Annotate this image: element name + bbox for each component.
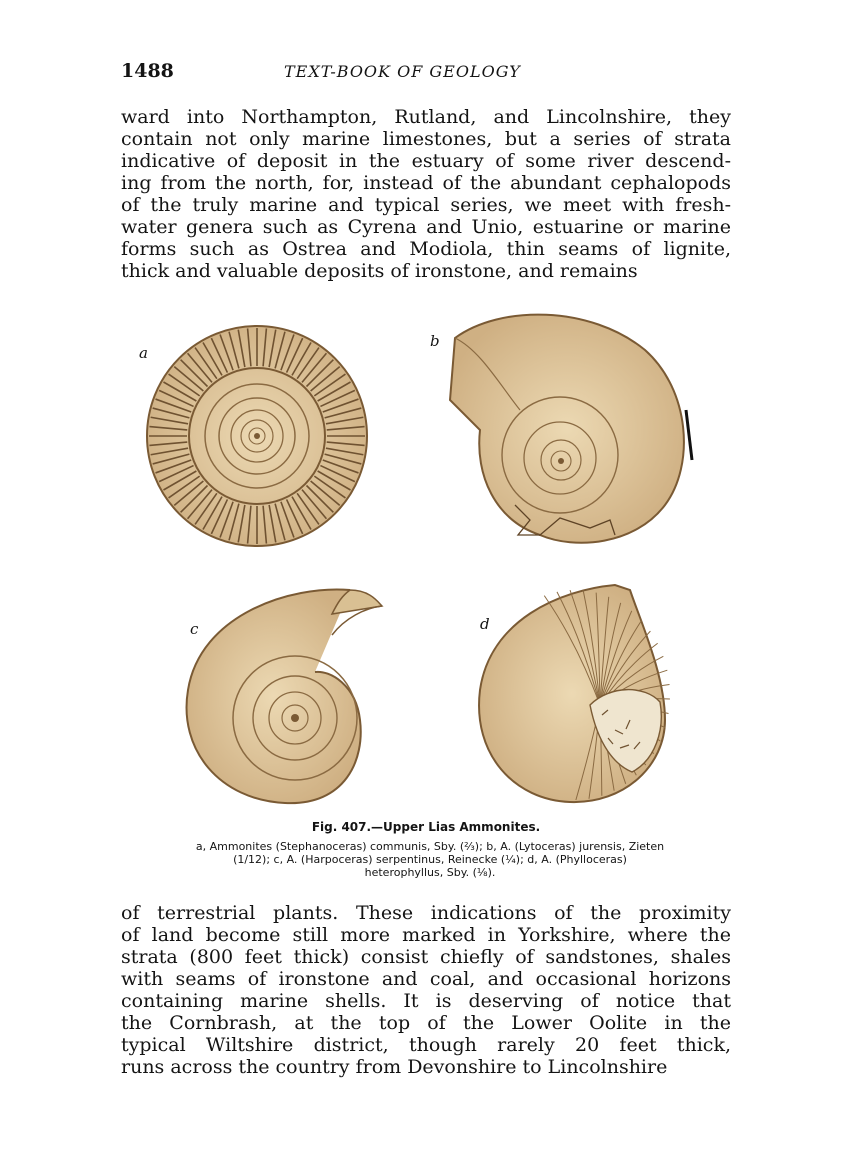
- caption-line: heterophyllus, Sby. (⅛).: [364, 866, 496, 879]
- ammonite-d-drawing: [479, 585, 670, 802]
- text-line: typical Wiltshire district, though rarely 20 feet thick,: [121, 1034, 731, 1056]
- text-line: indicative of deposit in the estuary of some river descend-: [121, 150, 731, 172]
- text-line: runs across the country from Devonshire to Lincolnshire: [121, 1056, 668, 1078]
- text-line: ing from the north, for, instead of the abundant cephalopods: [121, 172, 731, 194]
- figure-label-d: d: [480, 615, 490, 633]
- figure-label-a: a: [139, 344, 148, 362]
- ammonites-figure: [120, 290, 740, 810]
- page-number: 1488: [121, 60, 174, 82]
- text-line: of the truly marine and typical series, we meet with fresh-: [121, 194, 731, 216]
- caption-line: (1/12); c, A. (Harpoceras) serpentinus, Reinecke (¼); d, A. (Phylloceras): [233, 853, 627, 866]
- text-line: with seams of ironstone and coal, and occasional horizons: [121, 968, 731, 990]
- text-line: contain not only marine limestones, but a series of strata: [121, 128, 731, 150]
- body-paragraph-bottom: [121, 902, 731, 1078]
- running-head: TEXT-BOOK OF GEOLOGY: [284, 62, 521, 81]
- text-line: ward into Northampton, Rutland, and Lincolnshire, they: [121, 106, 731, 128]
- text-line: of land become still more marked in Yorkshire, where the: [121, 924, 731, 946]
- figure-label-c: c: [190, 620, 199, 638]
- ammonite-b-drawing: [450, 315, 692, 543]
- figure-caption-title: Fig. 407.—Upper Lias Ammonites.: [311, 820, 541, 834]
- caption-line: a, Ammonites (Stephanoceras) communis, Sby. (⅔); b, A. (Lytoceras) jurensis, Zieten: [195, 840, 665, 853]
- text-line: strata (800 feet thick) consist chiefly of sandstones, shales: [121, 946, 731, 968]
- ammonites-illustration: [120, 290, 740, 810]
- figure-caption: [130, 840, 730, 879]
- text-line: water genera such as Cyrena and Unio, estuarine or marine: [121, 216, 731, 238]
- body-paragraph-top: [121, 106, 731, 282]
- text-line: thick and valuable deposits of ironstone, and remains: [121, 260, 638, 282]
- text-line: of terrestrial plants. These indications of the proximity: [121, 902, 731, 924]
- text-line: containing marine shells. It is deserving of notice that: [121, 990, 731, 1012]
- text-line: forms such as Ostrea and Modiola, thin seams of lignite,: [121, 238, 731, 260]
- text-line: the Cornbrash, at the top of the Lower Oolite in the: [121, 1012, 731, 1034]
- page-header: [121, 60, 731, 90]
- ammonite-a-drawing: [147, 326, 367, 546]
- ammonite-c-drawing: [187, 589, 382, 803]
- figure-label-b: b: [430, 332, 440, 350]
